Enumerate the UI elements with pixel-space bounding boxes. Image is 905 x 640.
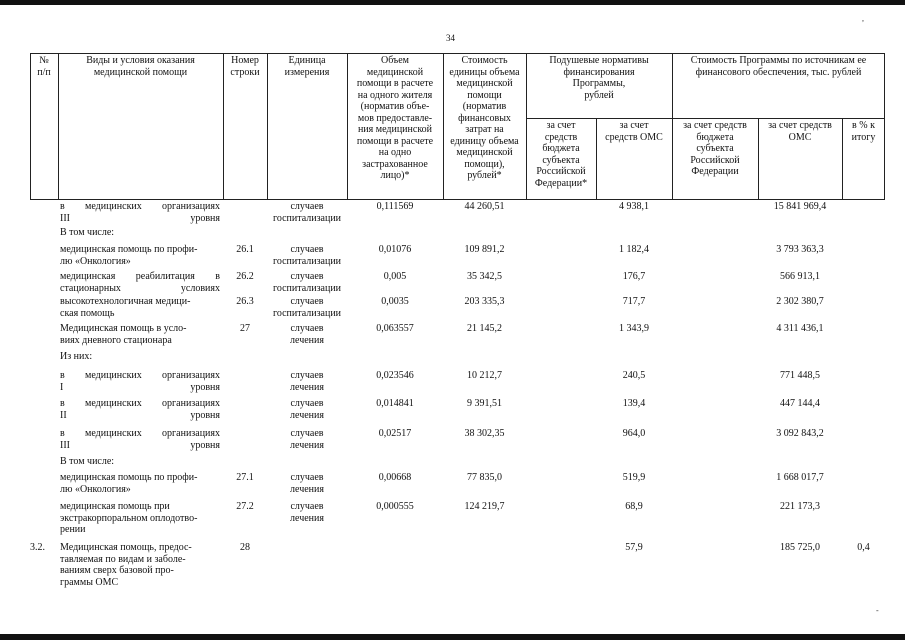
row-cost: 10 212,7 xyxy=(467,370,502,381)
row-program-oms: 3 793 363,3 xyxy=(776,244,824,255)
row-unit: случаев лечения xyxy=(290,501,324,524)
row-cost: 9 391,51 xyxy=(467,398,502,409)
bottom-border xyxy=(0,634,905,640)
row-oms: 1 182,4 xyxy=(619,244,649,255)
scan-mark: , xyxy=(862,14,864,23)
row-program-oms: 1 668 017,7 xyxy=(776,472,824,483)
row-section-label: Из них: xyxy=(60,351,93,362)
row-cost: 124 219,7 xyxy=(464,501,505,512)
row-number: 28 xyxy=(240,542,250,553)
row-number: 27.1 xyxy=(236,472,254,483)
header-cost: Стоимость единицы объема медицинской помощи (норматив финансовых затрат на единицу объема медицинской помощи), рублей* xyxy=(449,55,520,181)
row-unit: случаев госпитализации xyxy=(272,296,342,319)
row-volume: 0,0035 xyxy=(381,296,409,307)
row-cost: 38 302,35 xyxy=(464,428,505,439)
row-number: 26.1 xyxy=(236,244,254,255)
row-program-oms: 2 302 380,7 xyxy=(776,296,824,307)
row-name: Медицинская помощь, предос- тавляемая по видам и заболе- ваниям сверх базовой про- граммы ОМС xyxy=(60,542,192,588)
row-name: в медицинских организациях III уровня xyxy=(60,428,220,451)
row-name: в медицинских организациях I уровня xyxy=(60,370,220,393)
row-program-oms: 3 092 843,2 xyxy=(776,428,824,439)
row-volume: 0,023546 xyxy=(376,370,414,381)
row-name: в медицинских организациях II уровня xyxy=(60,398,220,421)
row-cost: 44 260,51 xyxy=(464,201,505,212)
row-volume: 0,005 xyxy=(383,271,407,282)
row-name: Медицинская помощь в усло- виях дневного стационара xyxy=(60,323,187,346)
row-cost: 203 335,3 xyxy=(464,296,505,307)
row-program-oms: 185 725,0 xyxy=(780,542,820,553)
row-oms: 1 343,9 xyxy=(619,323,649,334)
row-volume: 0,000555 xyxy=(376,501,414,512)
row-section-label: В том числе: xyxy=(60,227,115,238)
row-number: 26.3 xyxy=(236,296,254,307)
row-cost: 77 835,0 xyxy=(467,472,502,483)
row-oms: 57,9 xyxy=(625,542,643,553)
row-unit: случаев госпитализации xyxy=(272,244,342,267)
row-name: медицинская помощь при экстракорпоральном оплодотво- рении xyxy=(60,501,198,535)
row-program-oms: 447 144,4 xyxy=(780,398,820,409)
row-program-oms: 221 173,3 xyxy=(780,501,820,512)
header-volume: Объем медицинской помощи в расчете на одного жителя (норматив объе- мов предоставле- ния медицинской помощи в расчете на одно застрахованное лицо)* xyxy=(356,55,434,181)
header-unit: Единица измерения xyxy=(284,55,330,78)
row-volume: 0,014841 xyxy=(376,398,414,409)
row-unit: случаев лечения xyxy=(290,472,324,495)
row-oms: 176,7 xyxy=(622,271,646,282)
row-program-oms: 15 841 969,4 xyxy=(773,201,827,212)
header-per-capita-oms: за счет средств ОМС xyxy=(605,120,663,143)
row-volume: 0,01076 xyxy=(378,244,412,255)
row-section-number: 3.2. xyxy=(30,542,45,553)
header-program-budget: за счет средств бюджета субъекта Российской Федерации xyxy=(683,120,747,177)
row-name: медицинская помощь по профи- лю «Онкология» xyxy=(60,472,198,495)
row-program-oms: 771 448,5 xyxy=(780,370,820,381)
scan-mark: - xyxy=(876,606,879,615)
row-oms: 68,9 xyxy=(625,501,643,512)
row-cost: 21 145,2 xyxy=(467,323,502,334)
top-border xyxy=(0,0,905,5)
header-per-capita: Подушевые нормативы финансирования Программы, рублей xyxy=(549,55,649,101)
row-number: 27 xyxy=(240,323,250,334)
row-name: медицинская реабилитация в стационарных условиях xyxy=(60,271,220,294)
header-types: Виды и условия оказания медицинской помощи xyxy=(86,55,195,78)
row-cost: 109 891,2 xyxy=(464,244,505,255)
row-oms: 240,5 xyxy=(622,370,646,381)
row-oms: 4 938,1 xyxy=(619,201,649,212)
row-oms: 964,0 xyxy=(622,428,646,439)
row-unit: случаев госпитализации xyxy=(272,201,342,224)
row-unit: случаев лечения xyxy=(290,398,324,421)
row-volume: 0,063557 xyxy=(376,323,414,334)
page-number: 34 xyxy=(446,33,455,43)
header-num: № п/п xyxy=(37,55,51,78)
header-program-cost: Стоимость Программы по источникам ее финансового обеспечения, тыс. рублей xyxy=(690,55,867,78)
row-number: 26.2 xyxy=(236,271,254,282)
row-section-label: В том числе: xyxy=(60,456,115,467)
header-program-pct: в % к итогу xyxy=(851,120,876,143)
row-volume: 0,00668 xyxy=(378,472,412,483)
row-program-oms: 4 311 436,1 xyxy=(776,323,824,334)
row-program-pct: 0,4 xyxy=(857,542,870,553)
row-name: высокотехнологичная медици- ская помощь xyxy=(60,296,191,319)
row-volume: 0,111569 xyxy=(376,201,414,212)
row-oms: 717,7 xyxy=(622,296,646,307)
row-cost: 35 342,5 xyxy=(467,271,502,282)
row-number: 27.2 xyxy=(236,501,254,512)
row-name: медицинская помощь по профи- лю «Онкология» xyxy=(60,244,198,267)
row-oms: 139,4 xyxy=(622,398,646,409)
row-unit: случаев лечения xyxy=(290,370,324,393)
row-oms: 519,9 xyxy=(622,472,646,483)
header-row-no: Номер строки xyxy=(230,55,260,78)
row-unit: случаев лечения xyxy=(290,428,324,451)
row-program-oms: 566 913,1 xyxy=(780,271,820,282)
row-volume: 0,02517 xyxy=(378,428,412,439)
header-per-capita-budget: за счет средств бюджета субъекта Российской Федерации* xyxy=(534,120,588,189)
header-program-oms: за счет средств ОМС xyxy=(768,120,832,143)
row-unit: случаев госпитализации xyxy=(272,271,342,294)
row-unit: случаев лечения xyxy=(290,323,324,346)
row-name: в медицинских организациях III уровня xyxy=(60,201,220,224)
